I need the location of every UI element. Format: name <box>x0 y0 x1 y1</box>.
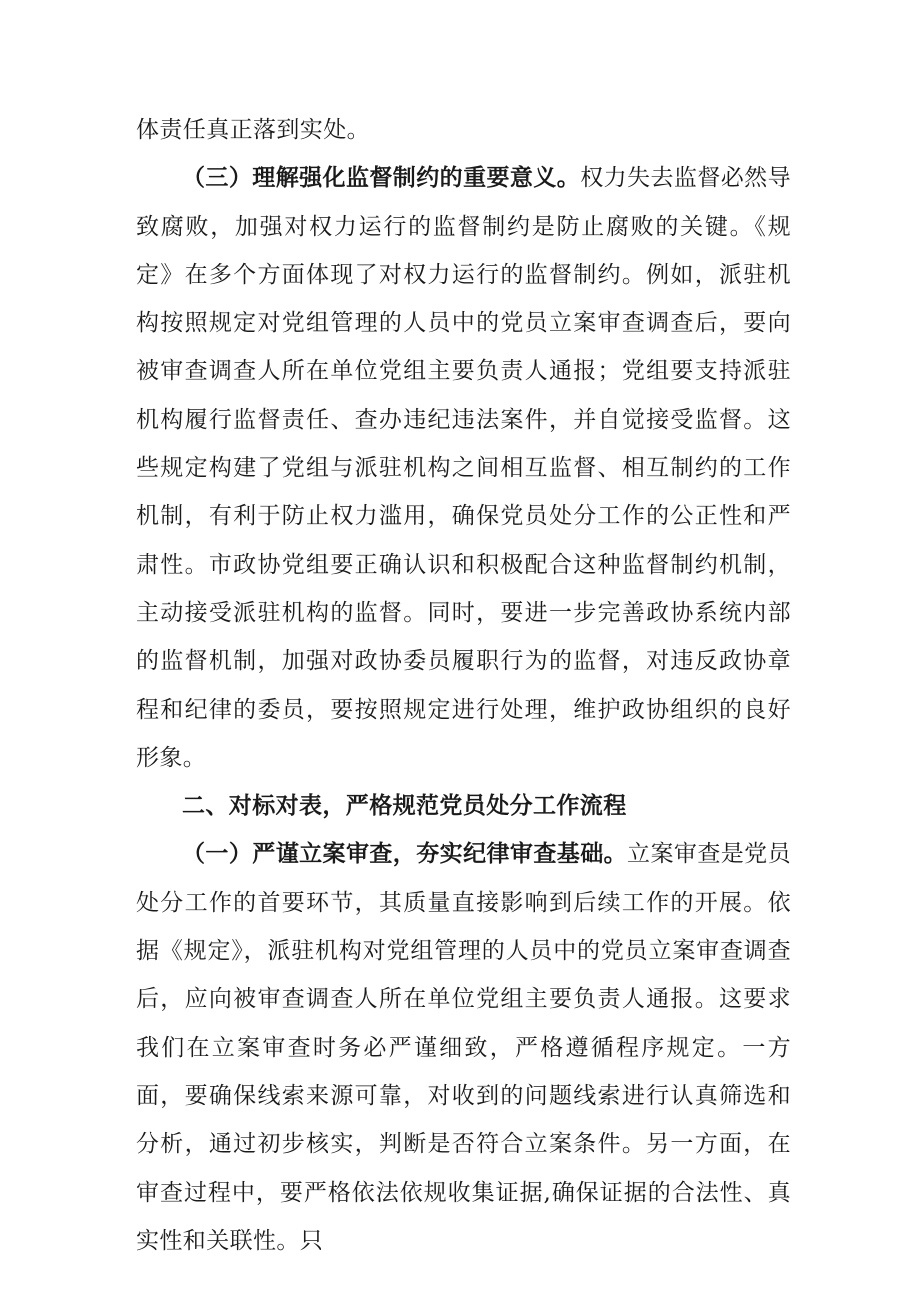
paragraph-body: 立案审查是党员处分工作的首要环节，其质量直接影响到后续工作的开展。依据《规定》，派驻机构对党组管理的人员中的党员立案审查调查后，应向被审查调查人所在单位党组主要负责人通报。这要求我们在立案审查时务必严谨细致，严格遵循程序规定。一方面，要确保线索来源可靠，对收到的问题线索进行认真筛选和分析，通过初步核实，判断是否符合立案条件。另一方面，在审查过程中，要严格依法依规收集证据,确保证据的合法性、真实性和关联性。只 <box>136 841 791 1254</box>
section-heading: 二、对标对表，严格规范党员处分工作流程 <box>182 792 627 820</box>
paragraph-supervision-significance <box>136 154 791 782</box>
paragraph-body: 权力失去监督必然导致腐败，加强对权力运行的监督制约是防止腐败的关键。《规定》在多个方面体现了对权力运行的监督制约。例如，派驻机构按照规定对党组管理的人员中的党员立案审查调查后，要向被审查调查人所在单位党组主要负责人通报；党组要支持派驻机构履行监督责任、查办违纪违法案件，并自觉接受监督。这些规定构建了党组与派驻机构之间相互监督、相互制约的工作机制，有利于防止权力滥用，确保党员处分工作的公正性和严肃性。市政协党组要正确认识和积极配合这种监督制约机制，主动接受派驻机构的监督。同时，要进一步完善政协系统内部的监督机制，加强对政协委员履职行为的监督，对违反政协章程和纪律的委员，要按照规定进行处理，维护政协组织的良好形象。 <box>136 165 791 771</box>
paragraph-lead-heading: （一）严谨立案审查，夯实纪律审查基础。 <box>182 840 628 868</box>
paragraph-continuation: 体责任真正落到实处。 <box>136 117 370 143</box>
paragraph-case-review <box>136 830 791 1265</box>
paragraph-lead-heading: （三）理解强化监督制约的重要意义。 <box>182 164 581 192</box>
document-page <box>136 106 791 1265</box>
